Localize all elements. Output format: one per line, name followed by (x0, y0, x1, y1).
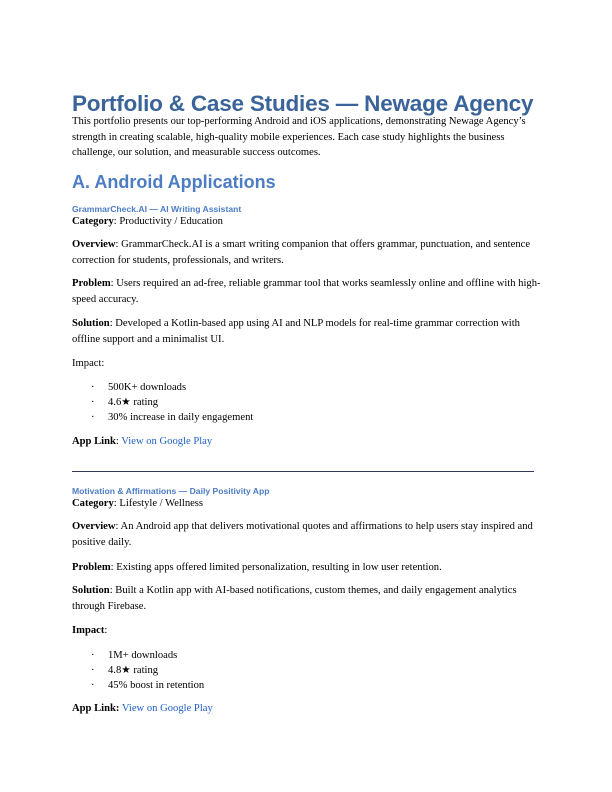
app-heading: GrammarCheck.AI — AI Writing Assistant (72, 204, 242, 214)
app-category (72, 496, 542, 512)
app-category (72, 214, 542, 230)
impact-item: 4.8★ rating (108, 665, 159, 676)
category-value: : Productivity / Education (113, 216, 223, 227)
overview-label: Overview (72, 239, 116, 250)
app-solution (72, 583, 542, 614)
app-problem (72, 560, 542, 576)
impact-row (72, 623, 542, 639)
page-title: Portfolio & Case Studies — Newage Agency (72, 91, 534, 116)
problem-text: : Existing apps offered limited personalization, resulting in low user retention. (110, 562, 442, 573)
impact-label: Impact (72, 625, 105, 636)
app-link-label: App Link (72, 436, 116, 447)
google-play-link[interactable]: View on Google Play (121, 703, 213, 714)
overview-text: : GrammarCheck.AI is a smart writing companion that offers grammar, punctuation, and sentence correction for students, professionals, and writers. (72, 239, 531, 266)
app-problem (72, 276, 542, 307)
list-item (91, 663, 158, 678)
solution-text: : Built a Kotlin app with AI-based notifications, custom themes, and daily engagement analytics through Firebase. (72, 585, 517, 612)
impact-item: 500K+ downloads (108, 382, 187, 393)
app-overview (72, 519, 542, 550)
bullet-icon: · (91, 397, 95, 408)
list-item (91, 380, 186, 395)
impact-item: 1M+ downloads (108, 650, 178, 661)
bullet-icon: · (91, 412, 95, 423)
category-label: Category (72, 216, 114, 227)
list-item (91, 395, 158, 410)
solution-label: Solution (72, 318, 110, 329)
impact-item: 30% increase in daily engagement (108, 412, 254, 423)
impact-item: 45% boost in retention (108, 680, 205, 691)
google-play-link[interactable]: View on Google Play (121, 436, 213, 447)
problem-label: Problem (72, 278, 111, 289)
problem-text: : Users required an ad-free, reliable grammar tool that works seamlessly online and offline with high-speed accuracy. (72, 278, 541, 305)
divider (72, 471, 534, 472)
bullet-icon: · (91, 665, 95, 676)
category-label: Category (72, 498, 114, 509)
impact-colon: : (104, 625, 108, 636)
impact-item: 4.6★ rating (108, 397, 159, 408)
list-item (91, 678, 204, 693)
category-value: : Lifestyle / Wellness (113, 498, 204, 509)
app-link-label: App Link (72, 703, 116, 714)
impact-label: Impact: (72, 358, 105, 369)
app-link-row: App Link: View on Google Play (72, 436, 213, 447)
list-item (91, 410, 253, 425)
solution-label: Solution (72, 585, 110, 596)
problem-label: Problem (72, 562, 111, 573)
app-solution (72, 316, 542, 347)
bullet-icon: · (91, 680, 95, 691)
app-link-row: App Link: View on Google Play (72, 703, 213, 714)
intro-paragraph: This portfolio presents our top-performing Android and iOS applications, demonstrating Newage Agency’s strength in creating scalable, high-quality mobile experiences. Each case study highlights the business challenge, our solution, and measurable success outcomes. (72, 116, 526, 158)
app-heading: Motivation & Affirmations — Daily Positivity App (72, 486, 270, 496)
section-heading-android: A. Android Applications (72, 172, 276, 192)
overview-text: : An Android app that delivers motivational quotes and affirmations to help users stay inspired and positive daily. (72, 521, 533, 548)
bullet-icon: · (91, 650, 95, 661)
solution-text: : Developed a Kotlin-based app using AI and NLP models for real-time grammar correction with offline support and a minimalist UI. (72, 318, 520, 345)
list-item (91, 648, 177, 663)
overview-label: Overview (72, 521, 116, 532)
app-overview (72, 237, 542, 268)
bullet-icon: · (91, 382, 95, 393)
